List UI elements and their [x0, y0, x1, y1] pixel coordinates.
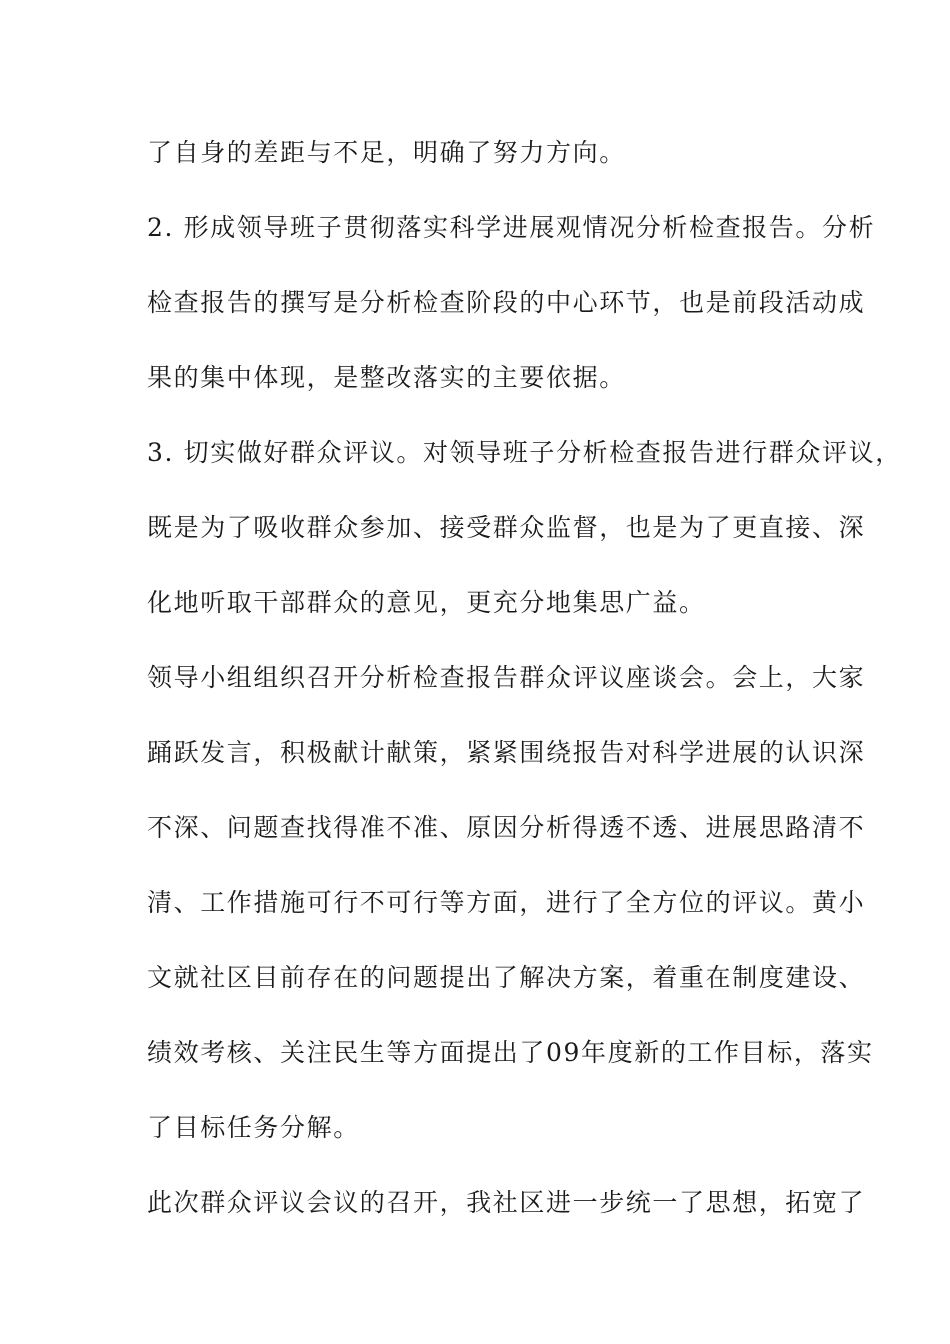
- text-line: 踊跃发言，积极献计献策，紧紧围绕报告对科学进展的认识深: [147, 738, 866, 767]
- text-line: 清、工作措施可行不可行等方面，进行了全方位的评议。黄小: [147, 888, 866, 917]
- text-line: 领导小组组织召开分析检查报告群众评议座谈会。会上，大家: [147, 663, 866, 692]
- text-line: 文就社区目前存在的问题提出了解决方案，着重在制度建设、: [147, 963, 866, 992]
- text-line: 绩效考核、关注民生等方面提出了09年度新的工作目标，落实: [147, 1038, 874, 1067]
- text-line: 3. 切实做好群众评议。对领导班子分析检查报告进行群众评议，: [147, 438, 902, 467]
- text-line: 化地听取干部群众的意见，更充分地集思广益。: [147, 588, 706, 617]
- text-line: 检查报告的撰写是分析检查阶段的中心环节，也是前段活动成: [147, 288, 866, 317]
- text-line: 不深、问题查找得准不准、原因分析得透不透、进展思路清不: [147, 813, 866, 842]
- text-line: 既是为了吸收群众参加、接受群众监督，也是为了更直接、深: [147, 513, 866, 542]
- text-line: 果的集中体现，是整改落实的主要依据。: [147, 363, 626, 392]
- text-line: 了自身的差距与不足，明确了努力方向。: [147, 138, 626, 167]
- text-line: 此次群众评议会议的召开，我社区进一步统一了思想，拓宽了: [147, 1188, 866, 1217]
- text-line: 了目标任务分解。: [147, 1113, 360, 1142]
- text-line: 2. 形成领导班子贯彻落实科学进展观情况分析检查报告。分析: [147, 213, 876, 242]
